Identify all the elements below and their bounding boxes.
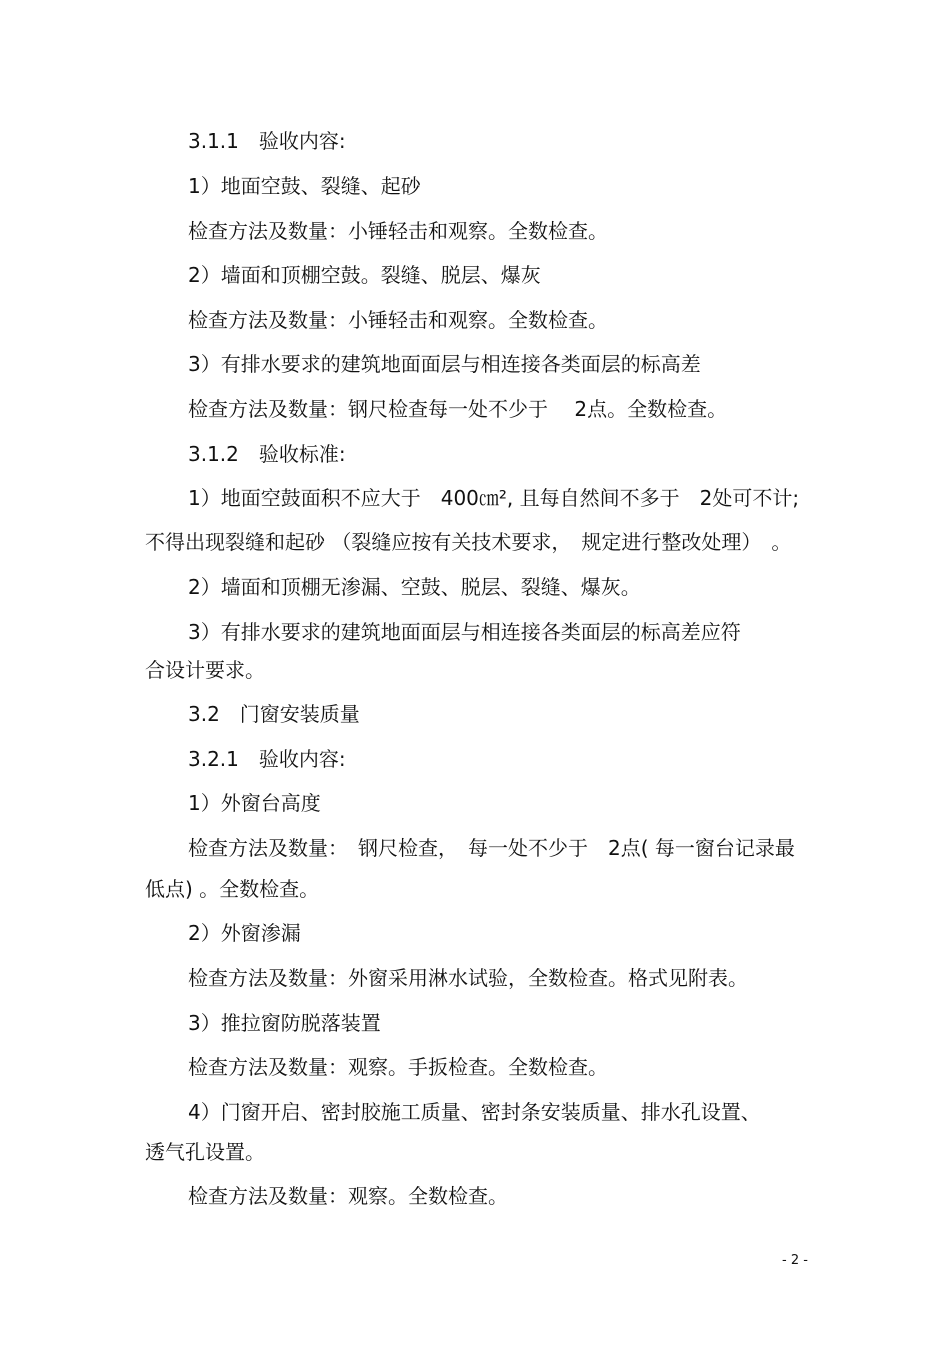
standard-text: 3）有排水要求的建筑地面面层与相连接各类面层的标高差应符 <box>188 620 741 644</box>
section-heading-3-2-1: 3.2.1 验收内容: <box>188 747 346 771</box>
section-heading-3-2: 3.2 门窗安装质量 <box>188 702 360 726</box>
item-text: 2）外窗渗漏 <box>188 921 301 945</box>
section-heading-3-1-1: 3.1.1 验收内容: <box>188 129 346 153</box>
item-text: 3）推拉窗防脱落装置 <box>188 1011 381 1035</box>
section-heading-3-1-2: 3.1.2 验收标准: <box>188 442 346 466</box>
method-text: 检查方法及数量： 钢尺检查， 每一处不少于 2点( 每一窗台记录最 <box>188 836 795 860</box>
item-text: 2）墙面和顶棚空鼓。裂缝、脱层、爆灰 <box>188 263 541 287</box>
method-text: 检查方法及数量：外窗采用淋水试验，全数检查。格式见附表。 <box>188 966 748 990</box>
item-text: 1）地面空鼓、裂缝、起砂 <box>188 174 421 198</box>
item-text: 4）门窗开启、密封胶施工质量、密封条安装质量、排水孔设置、 <box>188 1100 761 1124</box>
method-text: 检查方法及数量：小锤轻击和观察。全数检查。 <box>188 219 608 243</box>
method-text: 检查方法及数量：钢尺检查每一处不少于 2点。全数检查。 <box>188 397 728 421</box>
standard-text-continued: 合设计要求。 <box>145 658 265 682</box>
method-text-continued: 低点) 。全数检查。 <box>145 877 320 901</box>
method-text: 检查方法及数量：观察。手扳检查。全数检查。 <box>188 1055 608 1079</box>
standard-text: 1）地面空鼓面积不应大于 400㎝², 且每自然间不多于 2处可不计; <box>188 486 800 510</box>
method-text: 检查方法及数量：观察。全数检查。 <box>188 1184 508 1208</box>
method-text: 检查方法及数量：小锤轻击和观察。全数检查。 <box>188 308 608 332</box>
standard-text-continued: 不得出现裂缝和起砂 （裂缝应按有关技术要求， 规定进行整改处理） 。 <box>145 530 792 554</box>
standard-text: 2）墙面和顶棚无渗漏、空鼓、脱层、裂缝、爆灰。 <box>188 575 641 599</box>
item-text-continued: 透气孔设置。 <box>145 1140 265 1164</box>
item-text: 1）外窗台高度 <box>188 791 321 815</box>
page-number: - 2 - <box>782 1253 808 1268</box>
item-text: 3）有排水要求的建筑地面面层与相连接各类面层的标高差 <box>188 352 701 376</box>
